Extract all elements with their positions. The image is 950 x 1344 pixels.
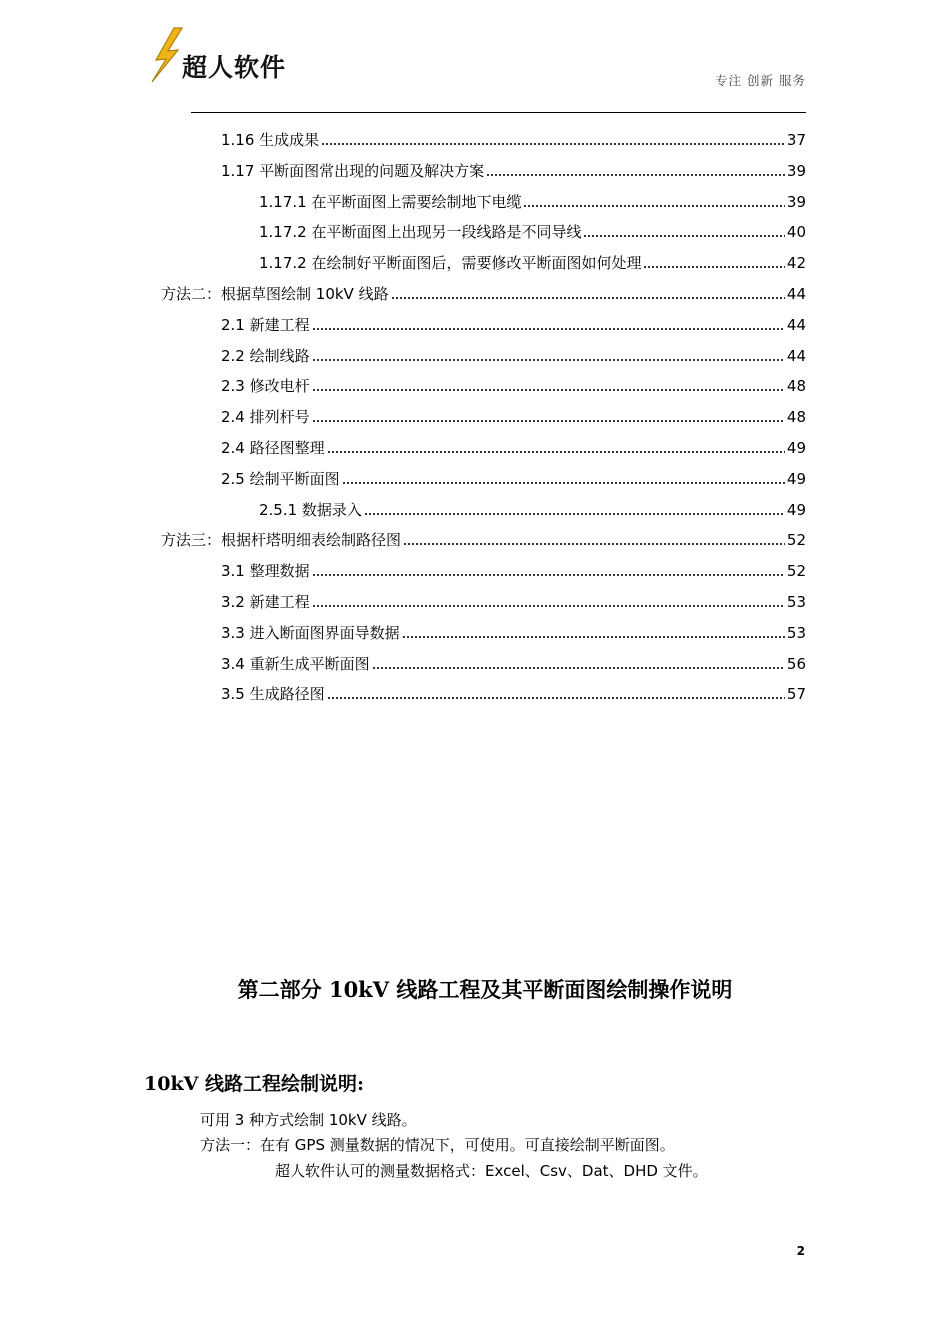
toc-entry-page: 44 <box>786 346 806 365</box>
toc-entry[interactable] <box>221 465 806 489</box>
toc-entry-label: 2.4 排列杆号 <box>221 408 310 427</box>
page-number: 2 <box>796 1244 805 1258</box>
toc-entry[interactable] <box>221 434 806 458</box>
toc-dot-leader <box>327 696 785 700</box>
toc-dot-leader <box>312 358 785 362</box>
toc-entry-page: 42 <box>786 254 806 273</box>
toc-entry[interactable] <box>221 619 806 643</box>
toc-entry-page: 48 <box>786 408 806 427</box>
toc-dot-leader <box>312 604 785 608</box>
toc-dot-leader <box>342 481 785 485</box>
toc-dot-leader <box>312 573 785 577</box>
toc-entry-label: 2.4 路径图整理 <box>221 439 325 457</box>
toc-entry[interactable] <box>221 650 806 674</box>
toc-entry-page: 48 <box>786 377 806 396</box>
toc-entry[interactable] <box>161 526 806 550</box>
toc-entry-label: 方法二：根据草图绘制 10kV 线路 <box>161 285 389 303</box>
toc-entry[interactable] <box>221 311 806 335</box>
toc-entry-page: 57 <box>786 685 806 704</box>
toc-entry-page: 52 <box>786 562 806 581</box>
toc-dot-leader <box>391 296 785 300</box>
body-text-line: 可用 3 种方式绘制 10kV 线路。 <box>200 1111 417 1129</box>
toc-dot-leader <box>327 450 785 454</box>
toc-entry-label: 3.5 生成路径图 <box>221 685 325 704</box>
header-slogan: 专注 创新 服务 <box>715 73 806 88</box>
toc-entry-page: 40 <box>786 223 806 242</box>
toc-dot-leader <box>523 204 784 208</box>
body-text-line: 方法一：在有 GPS 测量数据的情况下，可使用。可直接绘制平断面图。 <box>200 1136 675 1154</box>
toc-entry[interactable] <box>221 372 806 396</box>
toc-dot-leader <box>372 666 785 670</box>
toc-dot-leader <box>312 388 785 392</box>
toc-entry[interactable] <box>221 557 806 581</box>
toc-entry-label: 2.3 修改电杆 <box>221 377 310 396</box>
toc-dot-leader <box>643 265 784 269</box>
toc-entry[interactable] <box>259 249 806 273</box>
toc-entry-label: 2.5.1 数据录入 <box>259 500 362 519</box>
toc-entry[interactable] <box>221 588 806 612</box>
logo-text: 超人软件 <box>182 53 287 82</box>
body-text-line: 超人软件认可的测量数据格式：Excel、Csv、Dat、DHD 文件。 <box>275 1162 708 1180</box>
section-title: 10kV 线路工程绘制说明: <box>144 1073 364 1095</box>
toc-dot-leader <box>321 142 785 146</box>
toc-entry[interactable] <box>221 680 806 704</box>
toc-entry-label: 1.17 平断面图常出现的问题及解决方案 <box>221 161 485 180</box>
toc-entry-page: 56 <box>786 654 806 673</box>
toc-entry-label: 1.16 生成成果 <box>221 131 320 149</box>
toc-entry-page: 39 <box>786 161 806 180</box>
toc-entry-label: 2.5 绘制平断面图 <box>221 469 340 488</box>
toc-dot-leader <box>402 635 785 639</box>
toc-entry-page: 52 <box>786 531 806 550</box>
toc-dot-leader <box>583 234 784 238</box>
toc-dot-leader <box>312 419 785 423</box>
toc-entry-label: 2.1 新建工程 <box>221 315 310 334</box>
toc-entry-page: 49 <box>786 500 806 519</box>
toc-entry[interactable] <box>221 157 806 181</box>
toc-entry-label: 2.2 绘制线路 <box>221 346 310 365</box>
toc-entry-label: 3.4 重新生成平断面图 <box>221 654 370 673</box>
toc-entry-page: 44 <box>786 315 806 334</box>
logo <box>148 26 288 84</box>
toc-entry-page: 53 <box>786 593 806 611</box>
toc-entry-page: 37 <box>786 131 806 149</box>
toc-entry[interactable] <box>221 403 806 427</box>
toc-entry-page: 44 <box>786 285 806 303</box>
part-title: 第二部分 10kV 线路工程及其平断面图绘制操作说明 <box>237 977 733 1002</box>
toc-dot-leader <box>364 512 785 516</box>
toc-entry[interactable] <box>259 218 806 242</box>
toc-entry-label: 3.2 新建工程 <box>221 593 310 611</box>
toc-entry-label: 1.17.2 在绘制好平断面图后，需要修改平断面图如何处理 <box>259 254 642 273</box>
toc-entry[interactable] <box>221 342 806 366</box>
toc-dot-leader <box>486 173 785 177</box>
toc-entry-label: 3.3 进入断面图界面导数据 <box>221 623 400 642</box>
toc-entry-label: 3.1 整理数据 <box>221 562 310 581</box>
toc-entry-page: 49 <box>786 439 806 457</box>
toc-entry-label: 1.17.1 在平断面图上需要绘制地下电缆 <box>259 192 522 211</box>
toc-entry-label: 方法三：根据杆塔明细表绘制路径图 <box>161 531 402 550</box>
toc-entry-label: 1.17.2 在平断面图上出现另一段线路是不同导线 <box>259 223 582 242</box>
toc-entry[interactable] <box>221 126 806 150</box>
toc-entry-page: 53 <box>786 623 806 642</box>
header-divider <box>191 112 806 113</box>
toc-entry[interactable] <box>259 188 806 212</box>
toc-dot-leader <box>312 327 785 331</box>
toc-dot-leader <box>403 542 785 546</box>
toc-entry[interactable] <box>161 280 806 304</box>
toc-entry-page: 39 <box>786 192 806 211</box>
toc-entry[interactable] <box>259 496 806 520</box>
toc-entry-page: 49 <box>786 469 806 488</box>
